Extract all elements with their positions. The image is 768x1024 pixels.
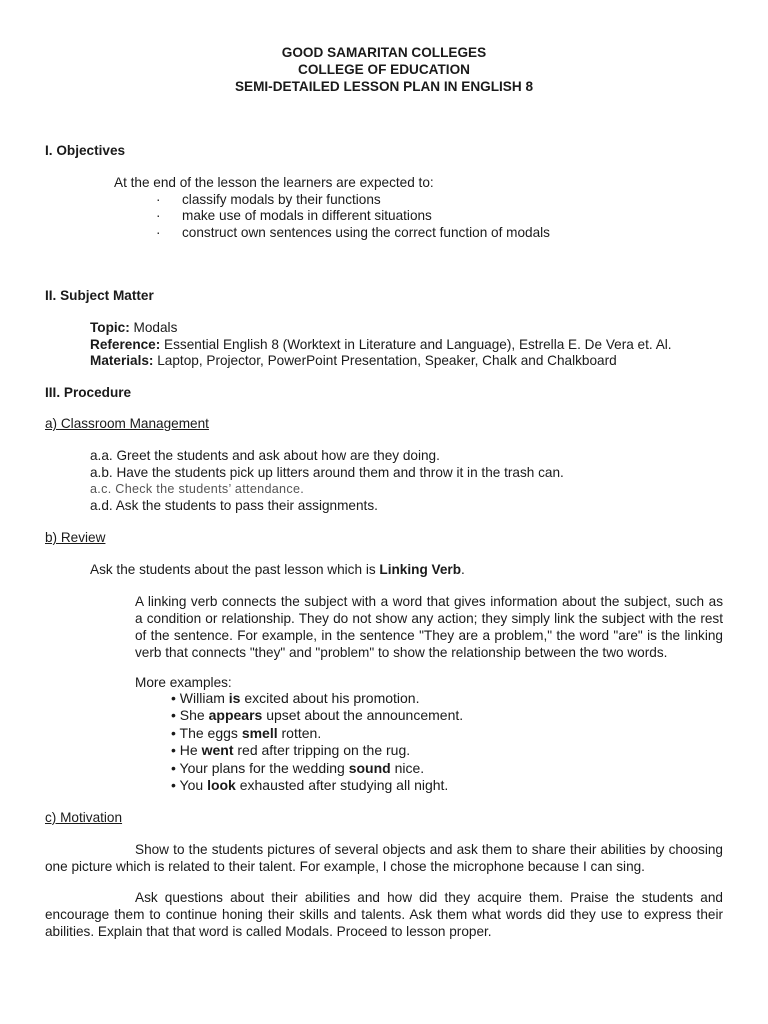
example-item [171, 760, 463, 777]
example-verb: went [201, 742, 234, 759]
examples-list [171, 690, 463, 794]
materials-value: Laptop, Projector, PowerPoint Presentation, Speaker, Chalk and Chalkboard [153, 353, 617, 368]
linking-verb-definition [135, 593, 723, 661]
bullet-icon: · [156, 192, 161, 207]
topic-line [90, 319, 177, 336]
procedure-heading: III. Procedure [45, 385, 132, 400]
paragraph-line: abilities. Explain that that word is called Modals. Proceed to lesson proper. [45, 924, 492, 939]
example-text: You [179, 777, 208, 794]
bullet-icon: · [156, 208, 161, 223]
example-text: nice. [390, 759, 425, 776]
example-text: rotten. [277, 724, 322, 741]
paragraph-line: encourage them to continue honing their skills and talents. Ask them what words did they use to express their [45, 907, 723, 922]
reference-value: Essential English 8 (Worktext in Literature and Language), Estrella E. De Vera et. Al. [160, 337, 672, 352]
paragraph-line: a condition or relationship. They do not show any action; they simply link the subject with the rest [135, 611, 723, 626]
objectives-heading: I. Objectives [45, 143, 126, 158]
objective-item [156, 207, 432, 224]
example-text: William [179, 690, 229, 706]
bullet-icon: • [171, 742, 176, 759]
subject-matter-heading: II. Subject Matter [45, 288, 154, 303]
paragraph-line: one picture which is related to their talent. For example, I chose the microphone because I can sing. [45, 859, 645, 874]
classroom-step: a.d. Ask the students to pass their assignments. [90, 498, 378, 513]
college-name: COLLEGE OF EDUCATION [298, 62, 470, 77]
objective-text: make use of modals in different situations [182, 208, 432, 223]
topic-value: Modals [129, 320, 178, 335]
topic-label: Topic: [90, 320, 130, 335]
classroom-step: a.a. Greet the students and ask about how are they doing. [90, 448, 440, 463]
objective-text: classify modals by their functions [182, 192, 381, 207]
example-text: He [179, 742, 202, 759]
paragraph-line: Show to the students pictures of several objects and ask them to share their abilities by choosing [135, 842, 723, 857]
example-text: Your plans for the wedding [179, 759, 349, 776]
example-item [171, 777, 463, 794]
example-item [171, 707, 463, 724]
materials-label: Materials: [90, 353, 154, 368]
example-item [171, 690, 463, 707]
school-name: GOOD SAMARITAN COLLEGES [281, 45, 487, 60]
example-verb: smell [241, 724, 278, 741]
paragraph-line: verb that connects "they" and "problem" to show the relationship between the two words. [135, 645, 668, 660]
example-text: She [179, 707, 209, 724]
objective-text: construct own sentences using the correct function of modals [182, 225, 550, 240]
reference-line [90, 336, 672, 353]
example-verb: is [228, 690, 241, 706]
more-examples-label: More examples: [135, 675, 232, 690]
bullet-icon: • [171, 759, 176, 776]
example-text: red after tripping on the rug. [233, 742, 411, 759]
example-verb: appears [208, 707, 263, 724]
classroom-step: a.b. Have the students pick up litters around them and throw it in the trash can. [90, 465, 564, 480]
example-verb: look [207, 777, 236, 794]
example-text: excited about his promotion. [240, 690, 420, 706]
classroom-management-heading: a) Classroom Management [45, 416, 209, 431]
motivation-paragraph-1 [45, 841, 723, 875]
objectives-intro: At the end of the lesson the learners are expected to: [114, 175, 434, 190]
example-text: upset about the announcement. [262, 707, 464, 724]
classroom-step: a.c. Check the students’ attendance. [90, 482, 305, 496]
bullet-icon: • [171, 777, 176, 794]
document-header [0, 44, 768, 95]
paragraph-line: Ask questions about their abilities and how did they acquire them. Praise the students and [135, 890, 723, 905]
objective-item [156, 191, 381, 208]
lesson-plan-title: SEMI-DETAILED LESSON PLAN IN ENGLISH 8 [234, 79, 534, 94]
example-item [171, 725, 463, 742]
paragraph-line: A linking verb connects the subject with a word that gives information about the subject, such as [135, 594, 723, 609]
motivation-paragraph-2 [45, 889, 723, 940]
review-heading: b) Review [45, 530, 106, 545]
example-verb: sound [348, 759, 391, 776]
reference-label: Reference: [90, 337, 161, 352]
review-intro [90, 561, 465, 578]
example-text: exhausted after studying all night. [235, 777, 449, 794]
bullet-icon: · [156, 225, 161, 240]
objective-item [156, 224, 550, 241]
bullet-icon: • [171, 724, 176, 741]
paragraph-line: of the sentence. For example, in the sentence "They are a problem," the word "are" is the linking [135, 628, 723, 643]
materials-line [90, 352, 617, 369]
example-text: The eggs [179, 724, 242, 741]
bullet-icon: • [171, 690, 176, 706]
bullet-icon: • [171, 707, 176, 724]
example-item [171, 742, 463, 759]
linking-verb-term: Linking Verb [379, 562, 461, 577]
motivation-heading: c) Motivation [45, 810, 123, 825]
review-intro-end: . [461, 562, 465, 577]
review-intro-text: Ask the students about the past lesson which is [90, 562, 380, 577]
